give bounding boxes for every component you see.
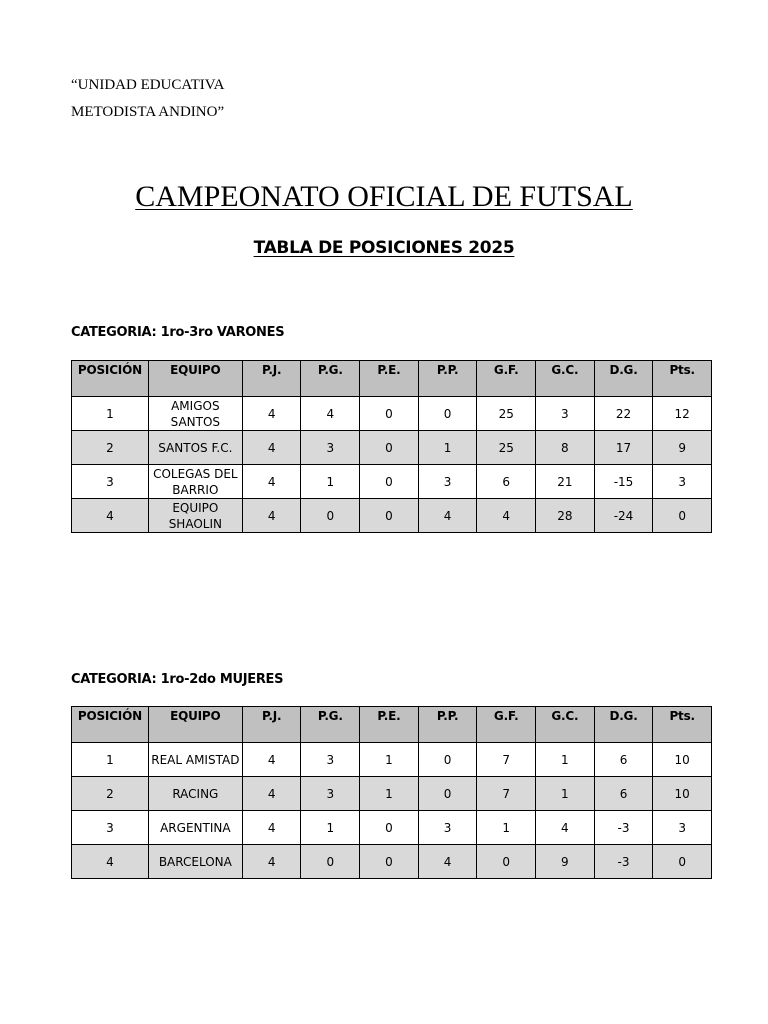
cell-dg: -3 <box>594 845 653 879</box>
cell-pg: 0 <box>301 499 360 533</box>
cell-pe: 0 <box>360 431 419 465</box>
cell-posicion: 4 <box>72 845 149 879</box>
cell-dg: -15 <box>594 465 653 499</box>
cell-pe: 0 <box>360 845 419 879</box>
cell-gc: 1 <box>536 777 595 811</box>
header-pe: P.E. <box>360 707 419 743</box>
table-header-row <box>72 707 712 743</box>
cell-pj: 4 <box>242 743 301 777</box>
cell-posicion: 3 <box>72 465 149 499</box>
cell-pe: 0 <box>360 499 419 533</box>
cell-gf: 0 <box>477 845 536 879</box>
cell-gf: 7 <box>477 743 536 777</box>
cell-gc: 9 <box>536 845 595 879</box>
header-equipo: EQUIPO <box>148 361 242 397</box>
cell-posicion: 3 <box>72 811 149 845</box>
header-pg: P.G. <box>301 707 360 743</box>
header-equipo: EQUIPO <box>148 707 242 743</box>
cell-dg: -24 <box>594 499 653 533</box>
cell-dg: 6 <box>594 777 653 811</box>
cell-dg: 6 <box>594 743 653 777</box>
document-title: CAMPEONATO OFICIAL DE FUTSAL <box>135 180 633 213</box>
cell-equipo: EQUIPO SHAOLIN <box>148 499 242 533</box>
school-name-line-1: “UNIDAD EDUCATIVA <box>71 77 225 93</box>
cell-gc: 4 <box>536 811 595 845</box>
cell-pe: 1 <box>360 777 419 811</box>
cell-pp: 3 <box>418 811 477 845</box>
table-row <box>72 743 712 777</box>
header-dg: D.G. <box>594 361 653 397</box>
cell-gf: 6 <box>477 465 536 499</box>
cell-pp: 4 <box>418 845 477 879</box>
cell-pe: 0 <box>360 811 419 845</box>
cell-dg: -3 <box>594 811 653 845</box>
header-posicion: POSICIÓN <box>72 361 149 397</box>
cell-pe: 0 <box>360 465 419 499</box>
cell-pj: 4 <box>242 777 301 811</box>
table-row <box>72 777 712 811</box>
cell-gf: 25 <box>477 397 536 431</box>
cell-pts: 0 <box>653 499 712 533</box>
table-body <box>72 743 712 879</box>
header-gf: G.F. <box>477 707 536 743</box>
cell-pp: 0 <box>418 777 477 811</box>
header-gc: G.C. <box>536 707 595 743</box>
cell-gc: 8 <box>536 431 595 465</box>
standings-table-mujeres <box>71 706 712 879</box>
header-dg: D.G. <box>594 707 653 743</box>
cell-pj: 4 <box>242 465 301 499</box>
cell-pj: 4 <box>242 431 301 465</box>
school-name-line-2: METODISTA ANDINO” <box>71 104 225 120</box>
cell-gc: 1 <box>536 743 595 777</box>
header-pts: Pts. <box>653 707 712 743</box>
cell-posicion: 1 <box>72 743 149 777</box>
cell-pg: 3 <box>301 743 360 777</box>
category-heading-varones: CATEGORIA: 1ro-3ro VARONES <box>71 325 285 340</box>
cell-pts: 3 <box>653 465 712 499</box>
table-row <box>72 499 712 533</box>
cell-posicion: 2 <box>72 777 149 811</box>
cell-pg: 4 <box>301 397 360 431</box>
table-row <box>72 431 712 465</box>
cell-pp: 3 <box>418 465 477 499</box>
cell-equipo: COLEGAS DEL BARRIO <box>148 465 242 499</box>
cell-posicion: 4 <box>72 499 149 533</box>
header-gc: G.C. <box>536 361 595 397</box>
document-subtitle: TABLA DE POSICIONES 2025 <box>253 238 515 258</box>
category-heading-mujeres: CATEGORIA: 1ro-2do MUJERES <box>71 672 284 687</box>
cell-pts: 12 <box>653 397 712 431</box>
cell-pp: 1 <box>418 431 477 465</box>
cell-pj: 4 <box>242 845 301 879</box>
header-pg: P.G. <box>301 361 360 397</box>
table-body <box>72 397 712 533</box>
cell-pts: 10 <box>653 777 712 811</box>
cell-pj: 4 <box>242 499 301 533</box>
cell-pg: 0 <box>301 845 360 879</box>
cell-gc: 28 <box>536 499 595 533</box>
cell-dg: 22 <box>594 397 653 431</box>
cell-gc: 21 <box>536 465 595 499</box>
cell-equipo: AMIGOS SANTOS <box>148 397 242 431</box>
cell-equipo: RACING <box>148 777 242 811</box>
cell-pts: 3 <box>653 811 712 845</box>
cell-pp: 0 <box>418 397 477 431</box>
cell-posicion: 1 <box>72 397 149 431</box>
cell-pg: 1 <box>301 811 360 845</box>
cell-pe: 0 <box>360 397 419 431</box>
header-pp: P.P. <box>418 707 477 743</box>
cell-equipo: SANTOS F.C. <box>148 431 242 465</box>
school-name <box>71 72 224 126</box>
cell-equipo: ARGENTINA <box>148 811 242 845</box>
cell-pj: 4 <box>242 397 301 431</box>
table-row <box>72 811 712 845</box>
cell-gc: 3 <box>536 397 595 431</box>
cell-gf: 4 <box>477 499 536 533</box>
cell-pp: 0 <box>418 743 477 777</box>
header-gf: G.F. <box>477 361 536 397</box>
cell-pe: 1 <box>360 743 419 777</box>
standings-table-varones <box>71 360 712 533</box>
cell-dg: 17 <box>594 431 653 465</box>
cell-pj: 4 <box>242 811 301 845</box>
cell-equipo: BARCELONA <box>148 845 242 879</box>
cell-pts: 10 <box>653 743 712 777</box>
cell-gf: 1 <box>477 811 536 845</box>
cell-posicion: 2 <box>72 431 149 465</box>
cell-gf: 25 <box>477 431 536 465</box>
table-row <box>72 845 712 879</box>
cell-pp: 4 <box>418 499 477 533</box>
header-pe: P.E. <box>360 361 419 397</box>
cell-gf: 7 <box>477 777 536 811</box>
table-row <box>72 465 712 499</box>
table-header-row <box>72 361 712 397</box>
cell-equipo: REAL AMISTAD <box>148 743 242 777</box>
header-posicion: POSICIÓN <box>72 707 149 743</box>
cell-pg: 1 <box>301 465 360 499</box>
cell-pg: 3 <box>301 431 360 465</box>
table-row <box>72 397 712 431</box>
cell-pts: 9 <box>653 431 712 465</box>
header-pts: Pts. <box>653 361 712 397</box>
cell-pg: 3 <box>301 777 360 811</box>
header-pj: P.J. <box>242 361 301 397</box>
cell-pts: 0 <box>653 845 712 879</box>
header-pp: P.P. <box>418 361 477 397</box>
header-pj: P.J. <box>242 707 301 743</box>
